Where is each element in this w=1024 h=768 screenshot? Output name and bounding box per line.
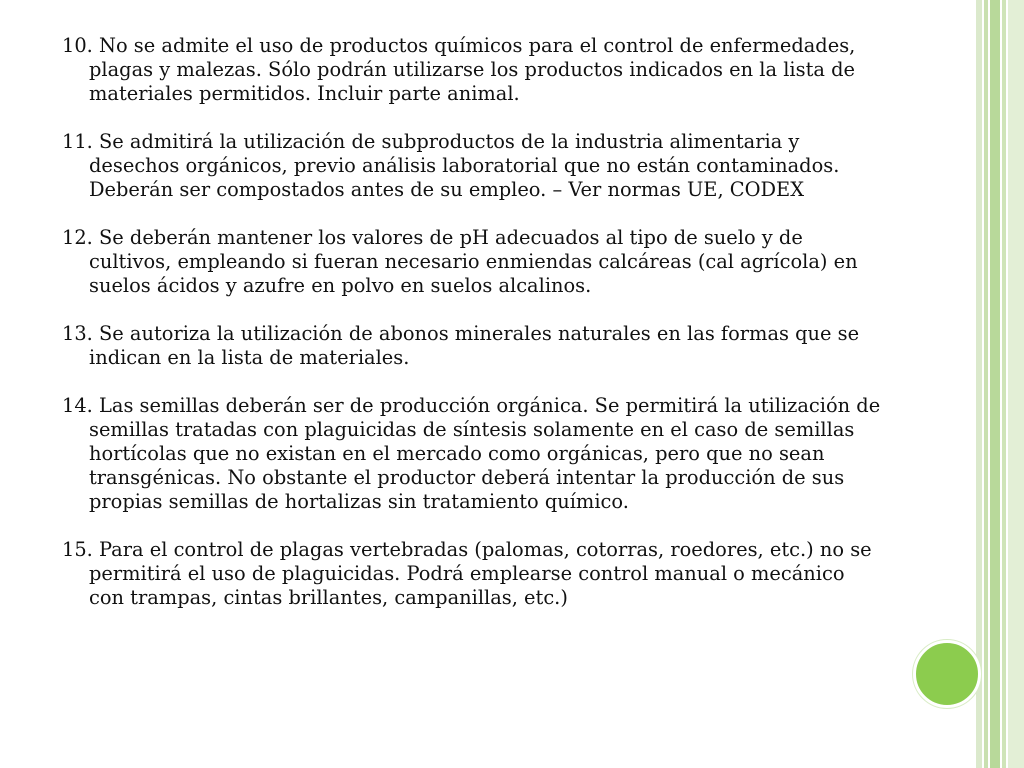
decorative-stripe: [1008, 0, 1024, 768]
list-item-13: 13. Se autoriza la utilización de abonos minerales naturales en las formas que se indican en la lista de materiales.: [62, 322, 860, 369]
decorative-stripe: [990, 0, 1000, 768]
decorative-stripe: [976, 0, 982, 768]
list-item-14: 14. Las semillas deberán ser de producción orgánica. Se permitirá la utilización de semillas tratadas con plaguicidas de síntesis solamente en el caso de semillas hortícolas que no existan en el mercado como orgánicas, pero que no sean transgénicas. No obstante el productor deberá intentar la producción de sus propias semillas de hortalizas sin tratamiento químico.: [62, 394, 881, 513]
decorative-circle: [913, 640, 981, 708]
decorative-stripe: [1002, 0, 1006, 768]
decorative-stripe: [984, 0, 988, 768]
list-item-10: 10. No se admite el uso de productos químicos para el control de enfermedades, plagas y malezas. Sólo podrán utilizarse los productos indicados en la lista de materiales permitidos. Incluir parte animal.: [62, 34, 856, 105]
slide-body: [62, 34, 882, 634]
list-item-15: 15. Para el control de plagas vertebradas (palomas, cotorras, roedores, etc.) no se permitirá el uso de plaguicidas. Podrá emplearse control manual o mecánico con trampas, cintas brillantes, campanillas, etc.): [62, 538, 872, 609]
list-item-11: 11. Se admitirá la utilización de subproductos de la industria alimentaria y desechos orgánicos, previo análisis laboratorial que no están contaminados. Deberán ser compostados antes de su empleo. – Ver normas UE, CODEX: [62, 130, 840, 201]
list-item-12: 12. Se deberán mantener los valores de pH adecuados al tipo de suelo y de cultivos, empleando si fueran necesario enmiendas calcáreas (cal agrícola) en suelos ácidos y azufre en polvo en suelos alcalinos.: [62, 226, 858, 297]
